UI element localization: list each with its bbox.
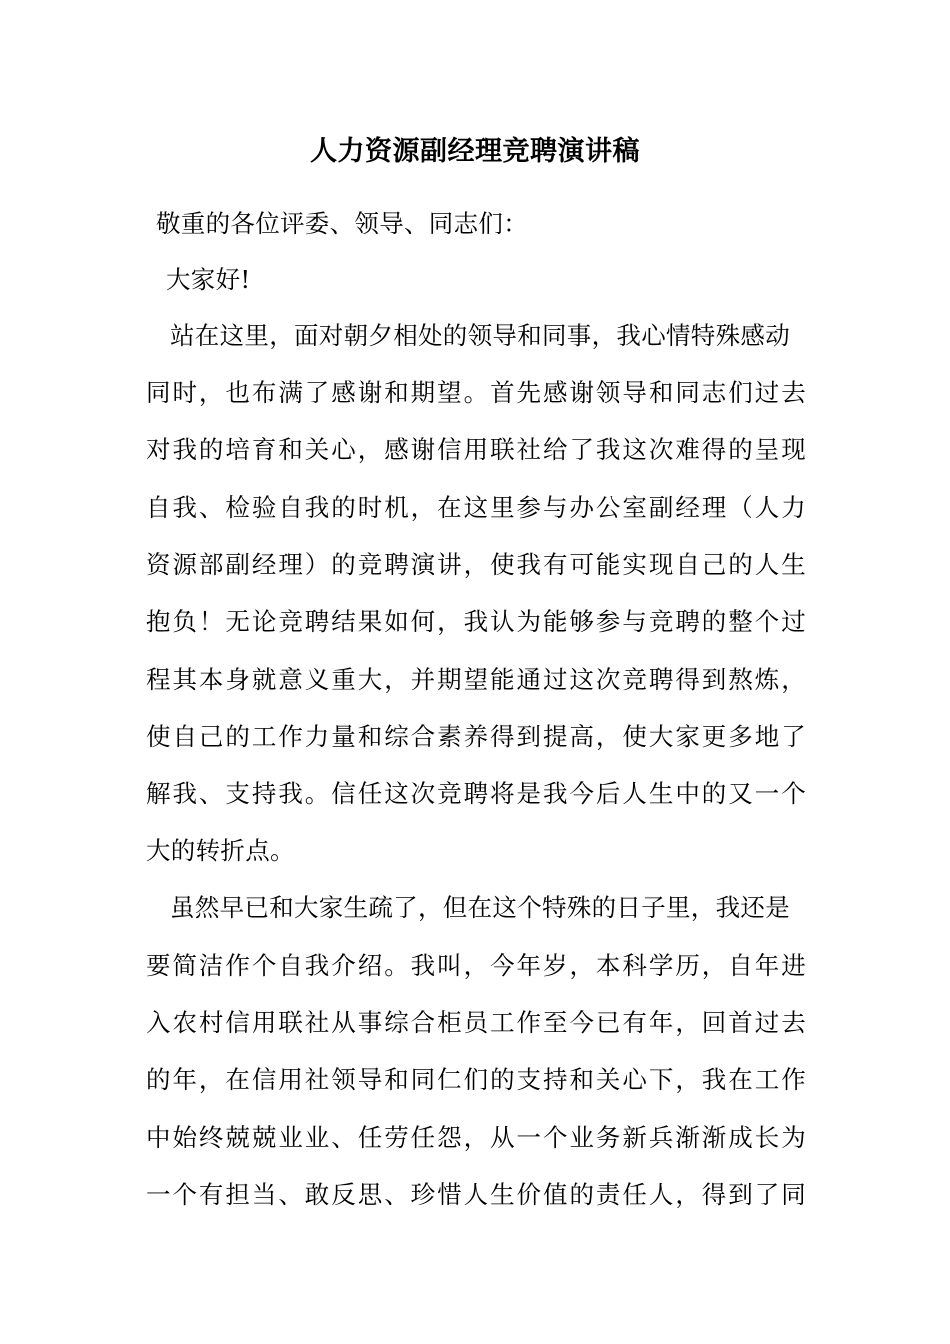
paragraph-2-line: 虽然早已和大家生疏了，但在这个特殊的日子里，我还是 [170,893,790,922]
paragraph-1-line: 同时，也布满了感谢和期望。首先感谢领导和同志们过去 [146,378,806,407]
paragraph-1-line: 程其本身就意义重大，并期望能通过这次竞聘得到熬炼， [146,665,806,694]
paragraph-1-line: 自我、检验自我的时机，在这里参与办公室副经理（人力 [146,493,806,522]
document-title: 人力资源副经理竞聘演讲稿 [310,136,640,167]
paragraph-2-line: 的年，在信用社领导和同仁们的支持和关心下，我在工作 [146,1065,806,1094]
paragraph-2-line: 一个有担当、敢反思、珍惜人生价值的责任人，得到了同 [146,1180,806,1209]
paragraph-1-line: 抱负！无论竞聘结果如何，我认为能够参与竞聘的整个过 [146,607,806,636]
paragraph-1-line: 资源部副经理）的竞聘演讲，使我有可能实现自己的人生 [146,550,806,579]
greeting: 大家好! [166,265,251,294]
paragraph-1-line: 对我的培育和关心，感谢信用联社给了我这次难得的呈现 [146,435,806,464]
paragraph-2-line: 入农村信用联社从事综合柜员工作至今已有年，回首过去 [146,1008,806,1037]
paragraph-2-line: 中始终兢兢业业、任劳任怨，从一个业务新兵渐渐成长为 [146,1123,806,1152]
paragraph-1-line: 使自己的工作力量和综合素养得到提高，使大家更多地了 [146,722,806,751]
paragraph-1-line: 解我、支持我。信任这次竞聘将是我今后人生中的又一个 [146,779,806,808]
paragraph-2-line: 要简洁作个自我介绍。我叫，今年岁，本科学历，自年进 [146,951,806,980]
salutation: 敬重的各位评委、领导、同志们： [156,209,528,238]
paragraph-1-line: 大的转折点。 [146,836,295,865]
paragraph-1-line: 站在这里，面对朝夕相处的领导和同事，我心情特殊感动 [170,321,790,350]
